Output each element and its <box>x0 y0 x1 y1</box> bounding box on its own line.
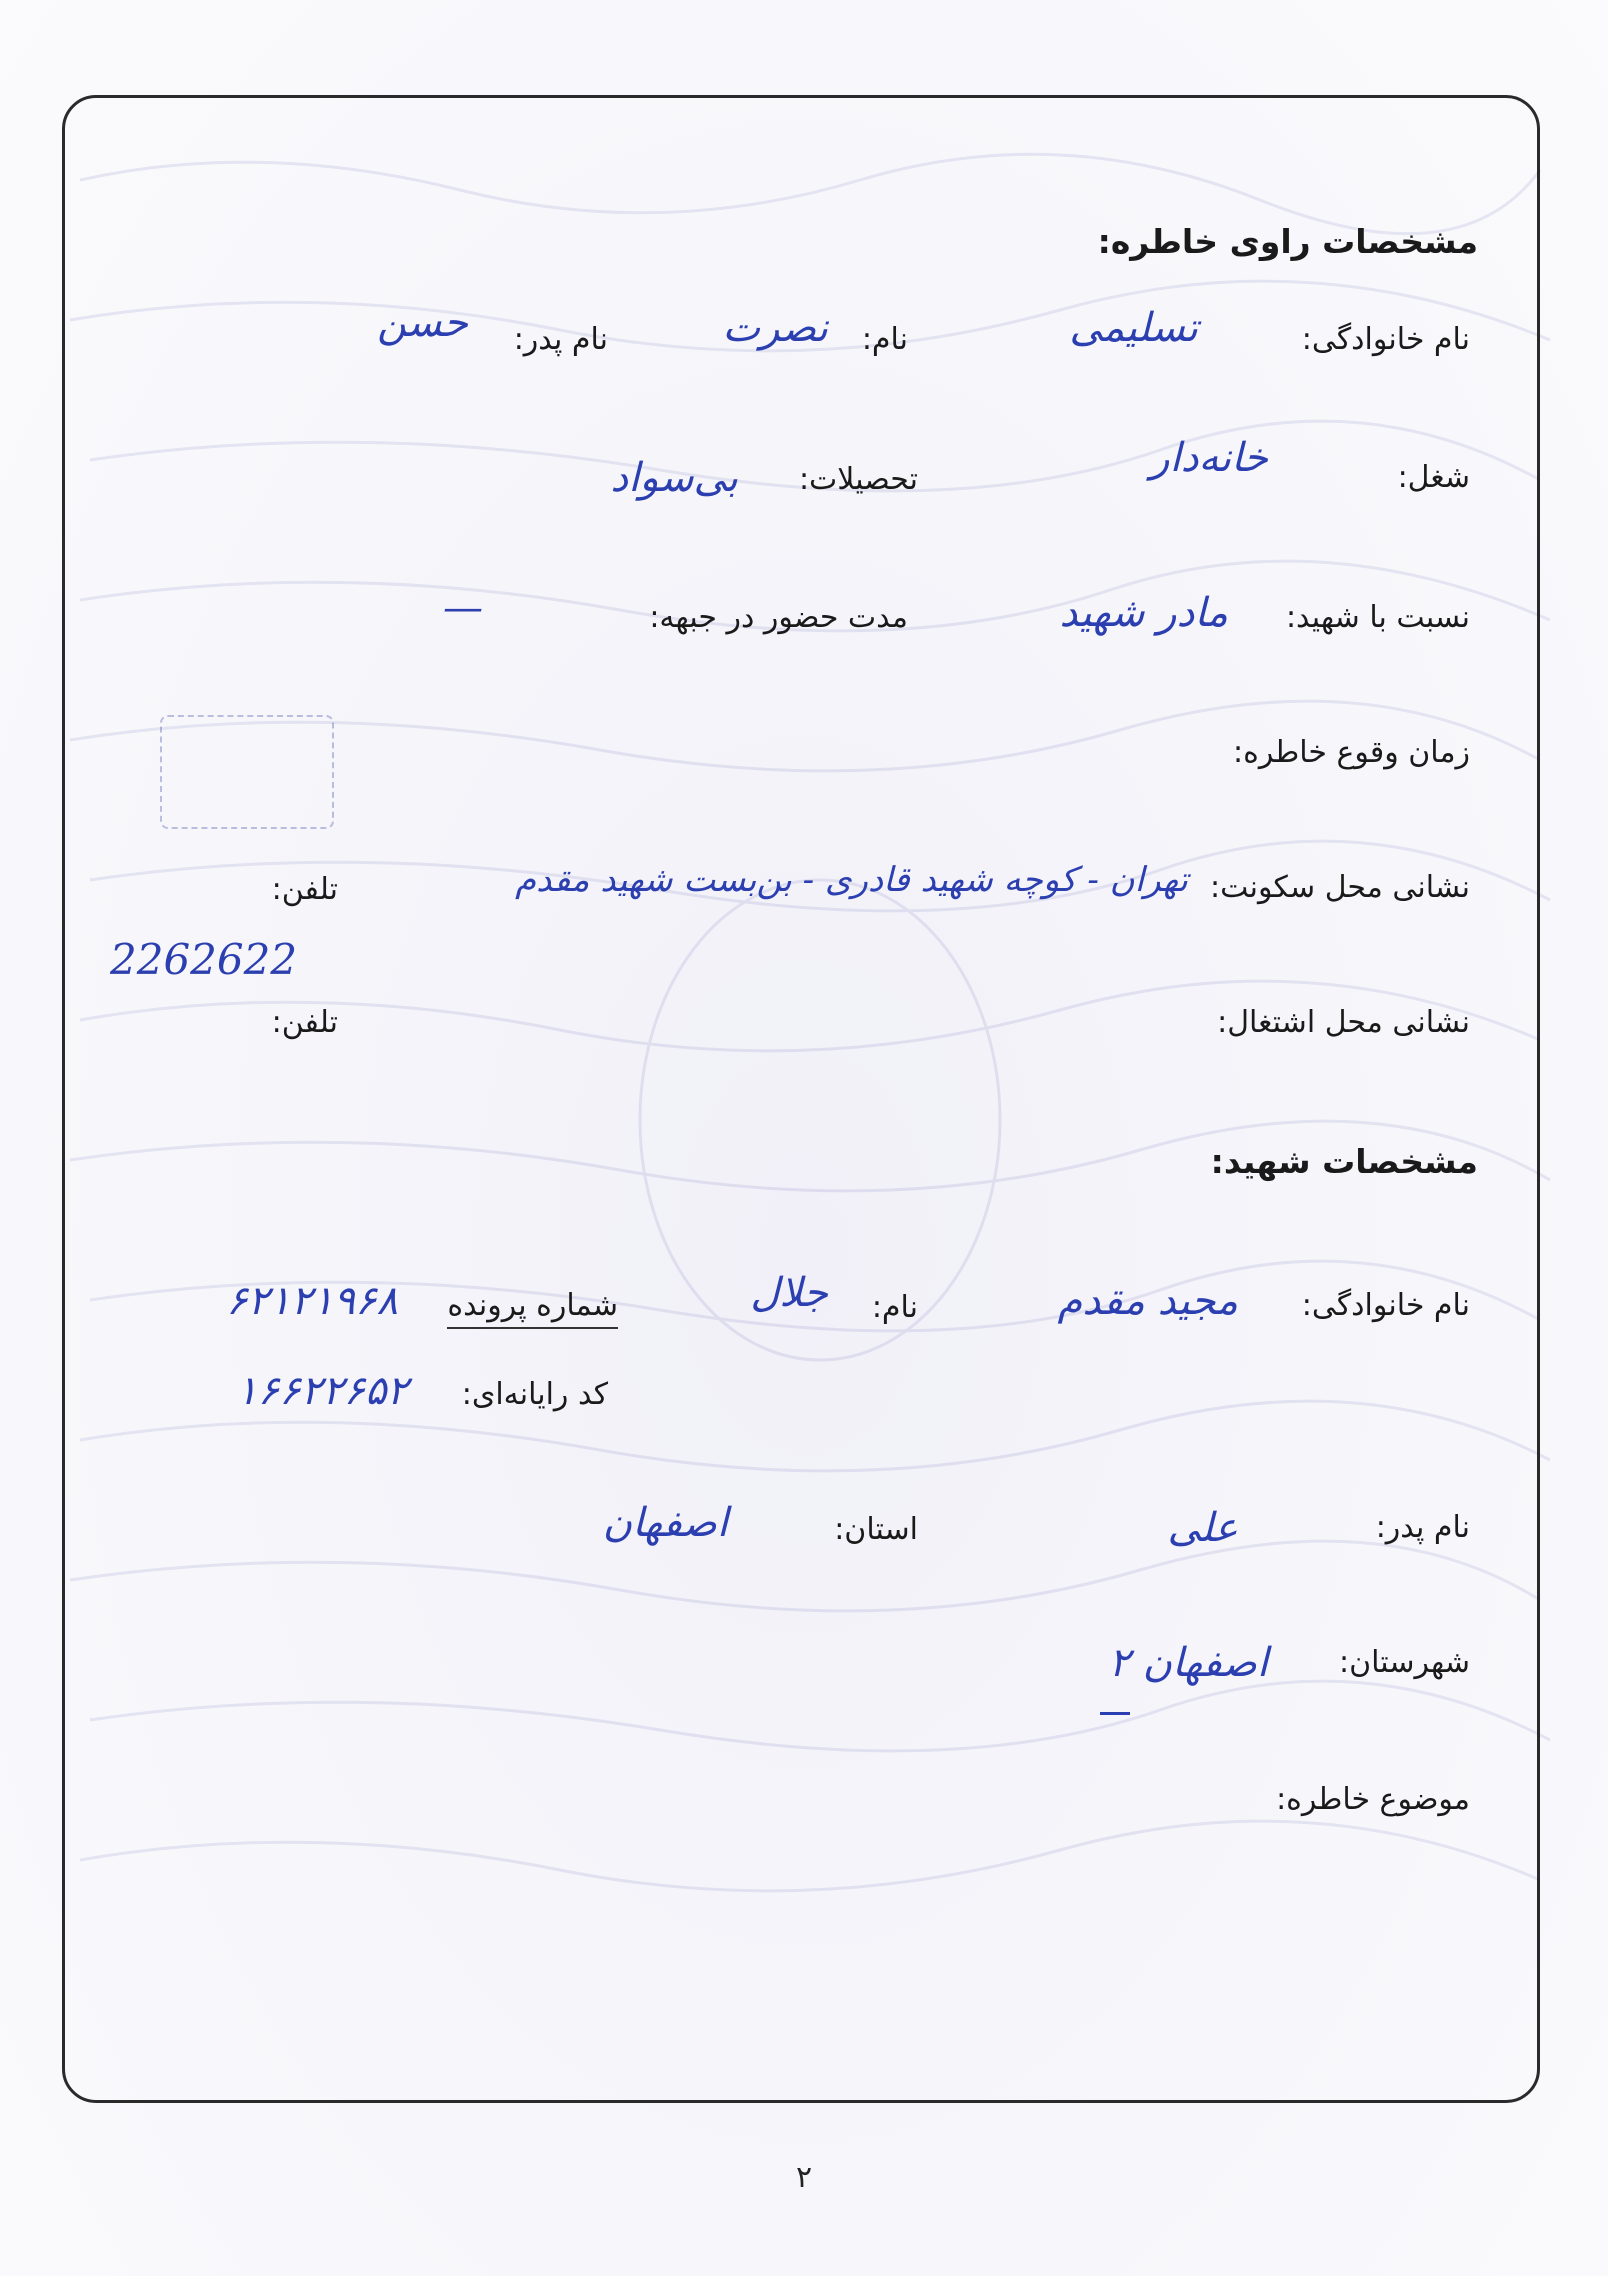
computer-code-value: ۱۶۶۲۲۶۵۲ <box>236 1368 408 1414</box>
work-phone-label: تلفن: <box>271 1005 338 1040</box>
front-duration-label: مدت حضور در جبهه: <box>649 600 908 635</box>
martyr-father-name-label: نام پدر: <box>1375 1510 1470 1545</box>
narrator-family-name-value: تسلیمی <box>1069 305 1198 351</box>
occupation-value: خانه‌دار <box>1150 435 1268 481</box>
city-value: اصفهان ۲ <box>1108 1640 1268 1686</box>
faint-stamp <box>160 715 334 829</box>
education-label: تحصیلات: <box>798 462 918 497</box>
file-number-value: ۶۲۱۲۱۹۶۸ <box>226 1278 398 1324</box>
page-number: ۲ <box>795 2160 813 2195</box>
work-address-label: نشانی محل اشتغال: <box>1217 1005 1470 1040</box>
martyr-section-heading: مشخصات شهید: <box>1210 1142 1478 1181</box>
residence-phone-label: تلفن: <box>271 872 338 907</box>
martyr-name-label: نام: <box>871 1290 918 1325</box>
province-label: استان: <box>834 1512 918 1547</box>
narrator-father-name-value: حسن <box>377 300 468 346</box>
residence-value: تهران - کوچه شهید قادری - بن‌بست شهید مقدم <box>515 860 1188 900</box>
province-value: اصفهان <box>602 1500 728 1546</box>
martyr-name-value: جلال <box>750 1270 828 1316</box>
narrator-family-name-label: نام خانوادگی: <box>1301 322 1470 357</box>
residence-label: نشانی محل سکونت: <box>1210 870 1470 905</box>
file-number-label: شماره پرونده <box>447 1288 618 1329</box>
occupation-label: شغل: <box>1397 460 1470 495</box>
narrator-name-value: نصرت <box>722 305 828 351</box>
front-duration-value: — <box>443 585 483 631</box>
city-label: شهرستان: <box>1339 1645 1470 1680</box>
computer-code-label: کد رایانه‌ای: <box>461 1377 608 1412</box>
memory-time-label: زمان وقوع خاطره: <box>1233 735 1470 770</box>
residence-phone-value: 2262622 <box>110 935 298 984</box>
memory-subject-label: موضوع خاطره: <box>1276 1782 1470 1817</box>
martyr-family-name-label: نام خانوادگی: <box>1301 1288 1470 1323</box>
narrator-name-label: نام: <box>861 322 908 357</box>
martyr-father-name-value: علی <box>1167 1505 1238 1551</box>
city-value-underline <box>1100 1712 1130 1715</box>
relation-label: نسبت با شهید: <box>1285 600 1470 635</box>
narrator-father-name-label: نام پدر: <box>513 322 608 357</box>
narrator-section-heading: مشخصات راوی خاطره: <box>1097 222 1478 261</box>
martyr-family-name-value: مجید مقدم <box>1057 1278 1238 1324</box>
relation-value: مادر شهید <box>1059 590 1228 636</box>
education-value: بی‌سواد <box>610 455 738 501</box>
